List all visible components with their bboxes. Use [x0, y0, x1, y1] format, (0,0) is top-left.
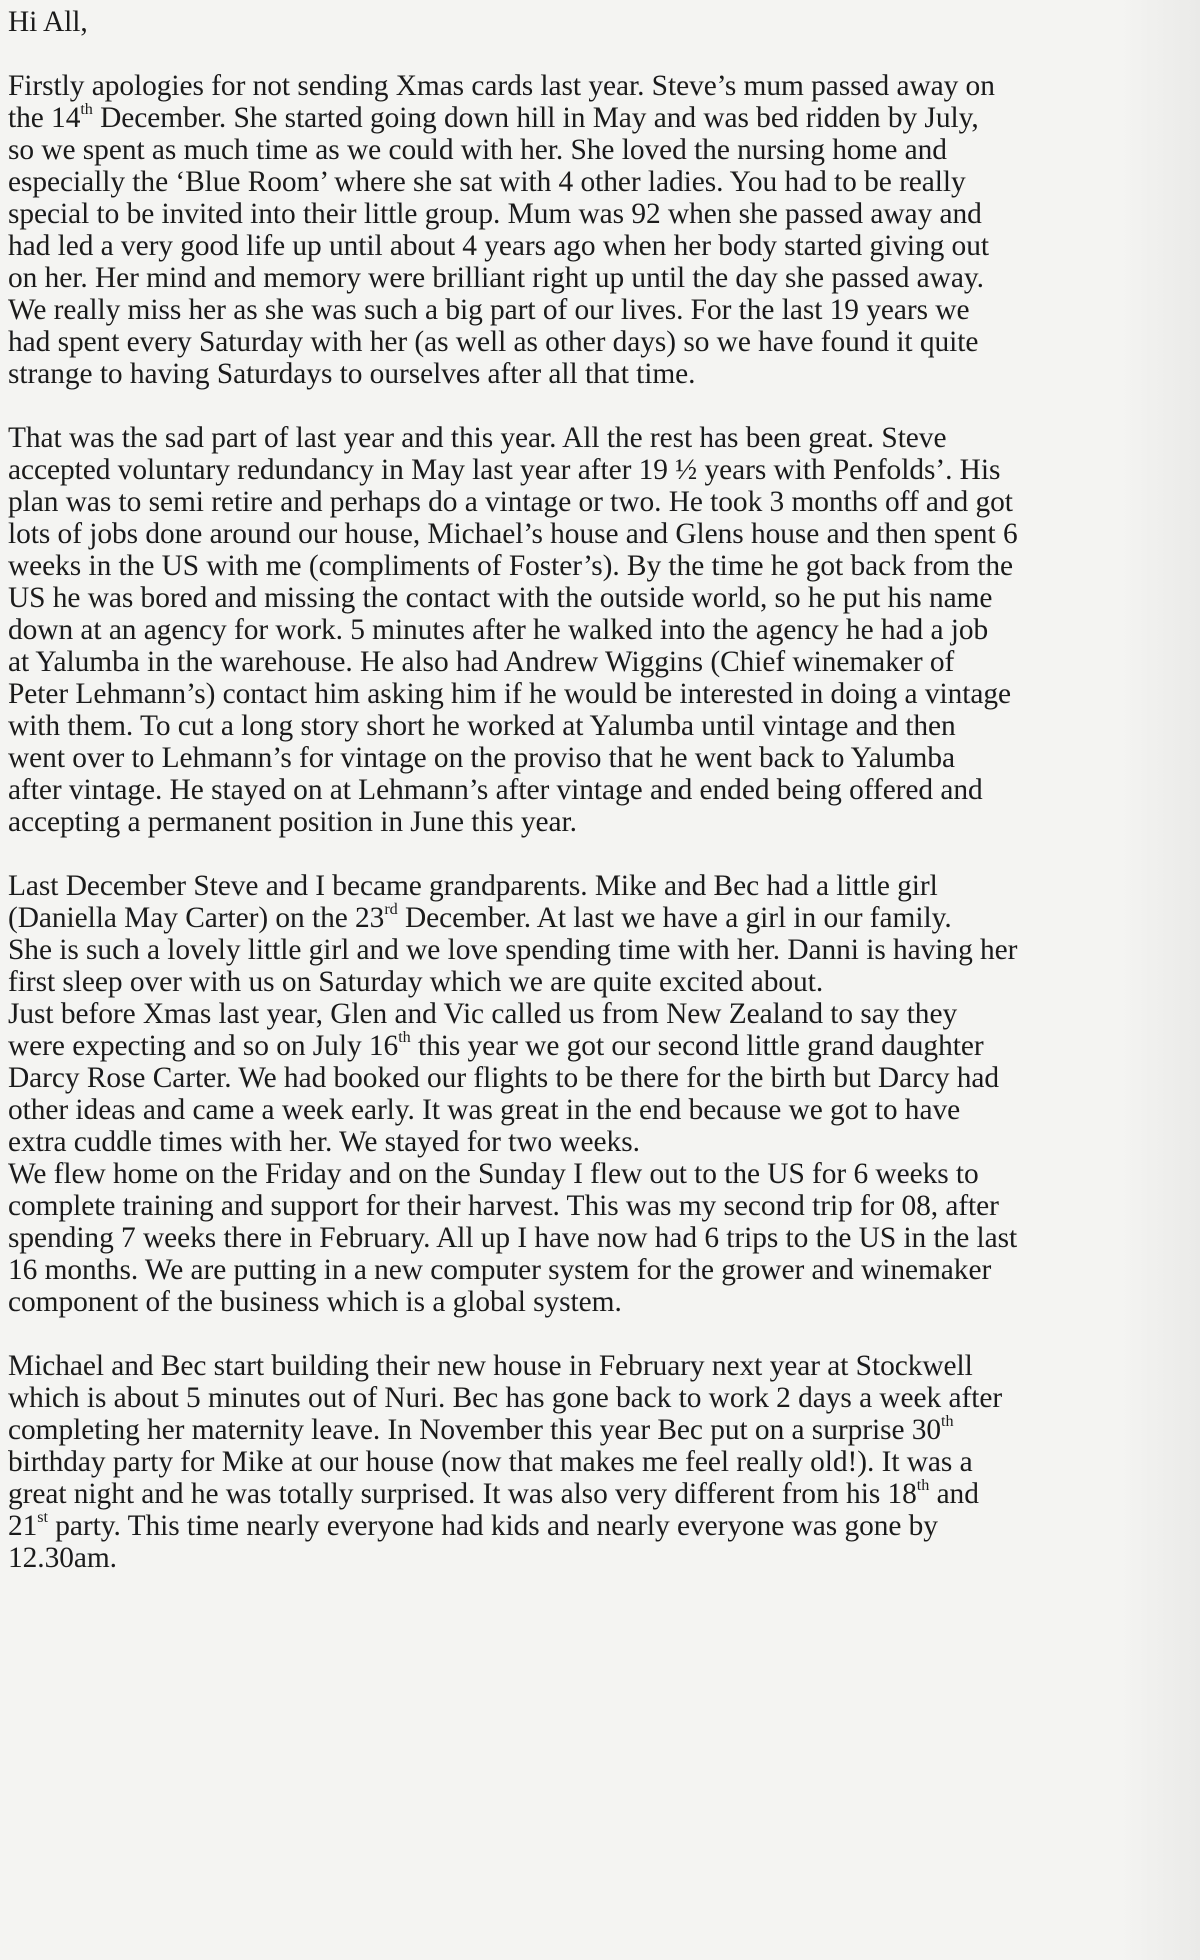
text-line: Just before Xmas last year, Glen and Vic called us from New Zealand to say they [8, 998, 958, 1030]
text-line: That was the sad part of last year and this year. All the rest has been great. Steve [8, 422, 947, 454]
text-line: had led a very good life up until about 4 years ago when her body started giving out [8, 230, 989, 262]
text-line: We really miss her as she was such a big part of our lives. For the last 19 years we [8, 294, 970, 326]
text-line: with them. To cut a long story short he worked at Yalumba until vintage and then [8, 710, 956, 742]
text-line: so we spent as much time as we could with her. She loved the nursing home and [8, 134, 947, 166]
text-line: plan was to semi retire and perhaps do a vintage or two. He took 3 months off and got [8, 486, 1013, 518]
text-line: at Yalumba in the warehouse. He also had Andrew Wiggins (Chief winemaker of [8, 646, 955, 678]
text-line: other ideas and came a week early. It was great in the end because we got to have [8, 1094, 961, 1126]
text-line: spending 7 weeks there in February. All up I have now had 6 trips to the US in the last [8, 1222, 1018, 1254]
text-line: birthday party for Mike at our house (now that makes me feel really old!). It was a [8, 1446, 973, 1478]
text-line: were expecting and so on July 16th this year we got our second little grand daughter [8, 1028, 984, 1062]
text-line: went over to Lehmann’s for vintage on the proviso that he went back to Yalumba [8, 742, 956, 774]
text-line: 12.30am. [8, 1542, 117, 1574]
text-line: especially the ‘Blue Room’ where she sat with 4 other ladies. You had to be really [8, 166, 966, 198]
text-line: first sleep over with us on Saturday which we are quite excited about. [8, 966, 824, 998]
text-line: had spent every Saturday with her (as well as other days) so we have found it quite [8, 326, 979, 358]
text-line: She is such a lovely little girl and we love spending time with her. Danni is having her [8, 934, 1018, 966]
text-line: US he was bored and missing the contact with the outside world, so he put his name [8, 582, 993, 614]
text-line: on her. Her mind and memory were brilliant right up until the day she passed away. [8, 262, 984, 294]
text-line: accepting a permanent position in June this year. [8, 806, 577, 838]
text-line: special to be invited into their little group. Mum was 92 when she passed away and [8, 198, 982, 230]
text-line: completing her maternity leave. In November this year Bec put on a surprise 30th [8, 1412, 954, 1446]
text-line: 21st party. This time nearly everyone had kids and nearly everyone was gone by [8, 1508, 938, 1542]
text-line: 16 months. We are putting in a new computer system for the grower and winemaker [8, 1254, 992, 1286]
text-line: strange to having Saturdays to ourselves after all that time. [8, 358, 696, 390]
text-line: lots of jobs done around our house, Michael’s house and Glens house and then spent 6 [8, 518, 1018, 550]
text-line: which is about 5 minutes out of Nuri. Bec has gone back to work 2 days a week after [8, 1382, 1003, 1414]
text-line: We flew home on the Friday and on the Sunday I flew out to the US for 6 weeks to [8, 1158, 979, 1190]
text-line: after vintage. He stayed on at Lehmann’s after vintage and ended being offered and [8, 774, 983, 806]
text-line: complete training and support for their harvest. This was my second trip for 08, after [8, 1190, 999, 1222]
text-line: accepted voluntary redundancy in May last year after 19 ½ years with Penfolds’. His [8, 454, 1001, 486]
text-line: great night and he was totally surprised. It was also very different from his 18th and [8, 1476, 979, 1510]
text-line: the 14th December. She started going down hill in May and was bed ridden by July, [8, 100, 979, 134]
bleed-through-shading [1120, 0, 1200, 1960]
text-line: (Daniella May Carter) on the 23rd December. At last we have a girl in our family. [8, 900, 952, 934]
text-line: down at an agency for work. 5 minutes after he walked into the agency he had a job [8, 614, 989, 646]
text-line: Firstly apologies for not sending Xmas cards last year. Steve’s mum passed away on [8, 70, 995, 102]
text-line: component of the business which is a global system. [8, 1286, 622, 1318]
text-line: Michael and Bec start building their new house in February next year at Stockwell [8, 1350, 973, 1382]
greeting: Hi All, [8, 6, 88, 38]
text-line: Last December Steve and I became grandparents. Mike and Bec had a little girl [8, 870, 938, 902]
text-line: Peter Lehmann’s) contact him asking him if he would be interested in doing a vintage [8, 678, 1011, 710]
text-line: weeks in the US with me (compliments of Foster’s). By the time he got back from the [8, 550, 1014, 582]
text-line: extra cuddle times with her. We stayed for two weeks. [8, 1126, 640, 1158]
text-line: Darcy Rose Carter. We had booked our flights to be there for the birth but Darcy had [8, 1062, 1000, 1094]
